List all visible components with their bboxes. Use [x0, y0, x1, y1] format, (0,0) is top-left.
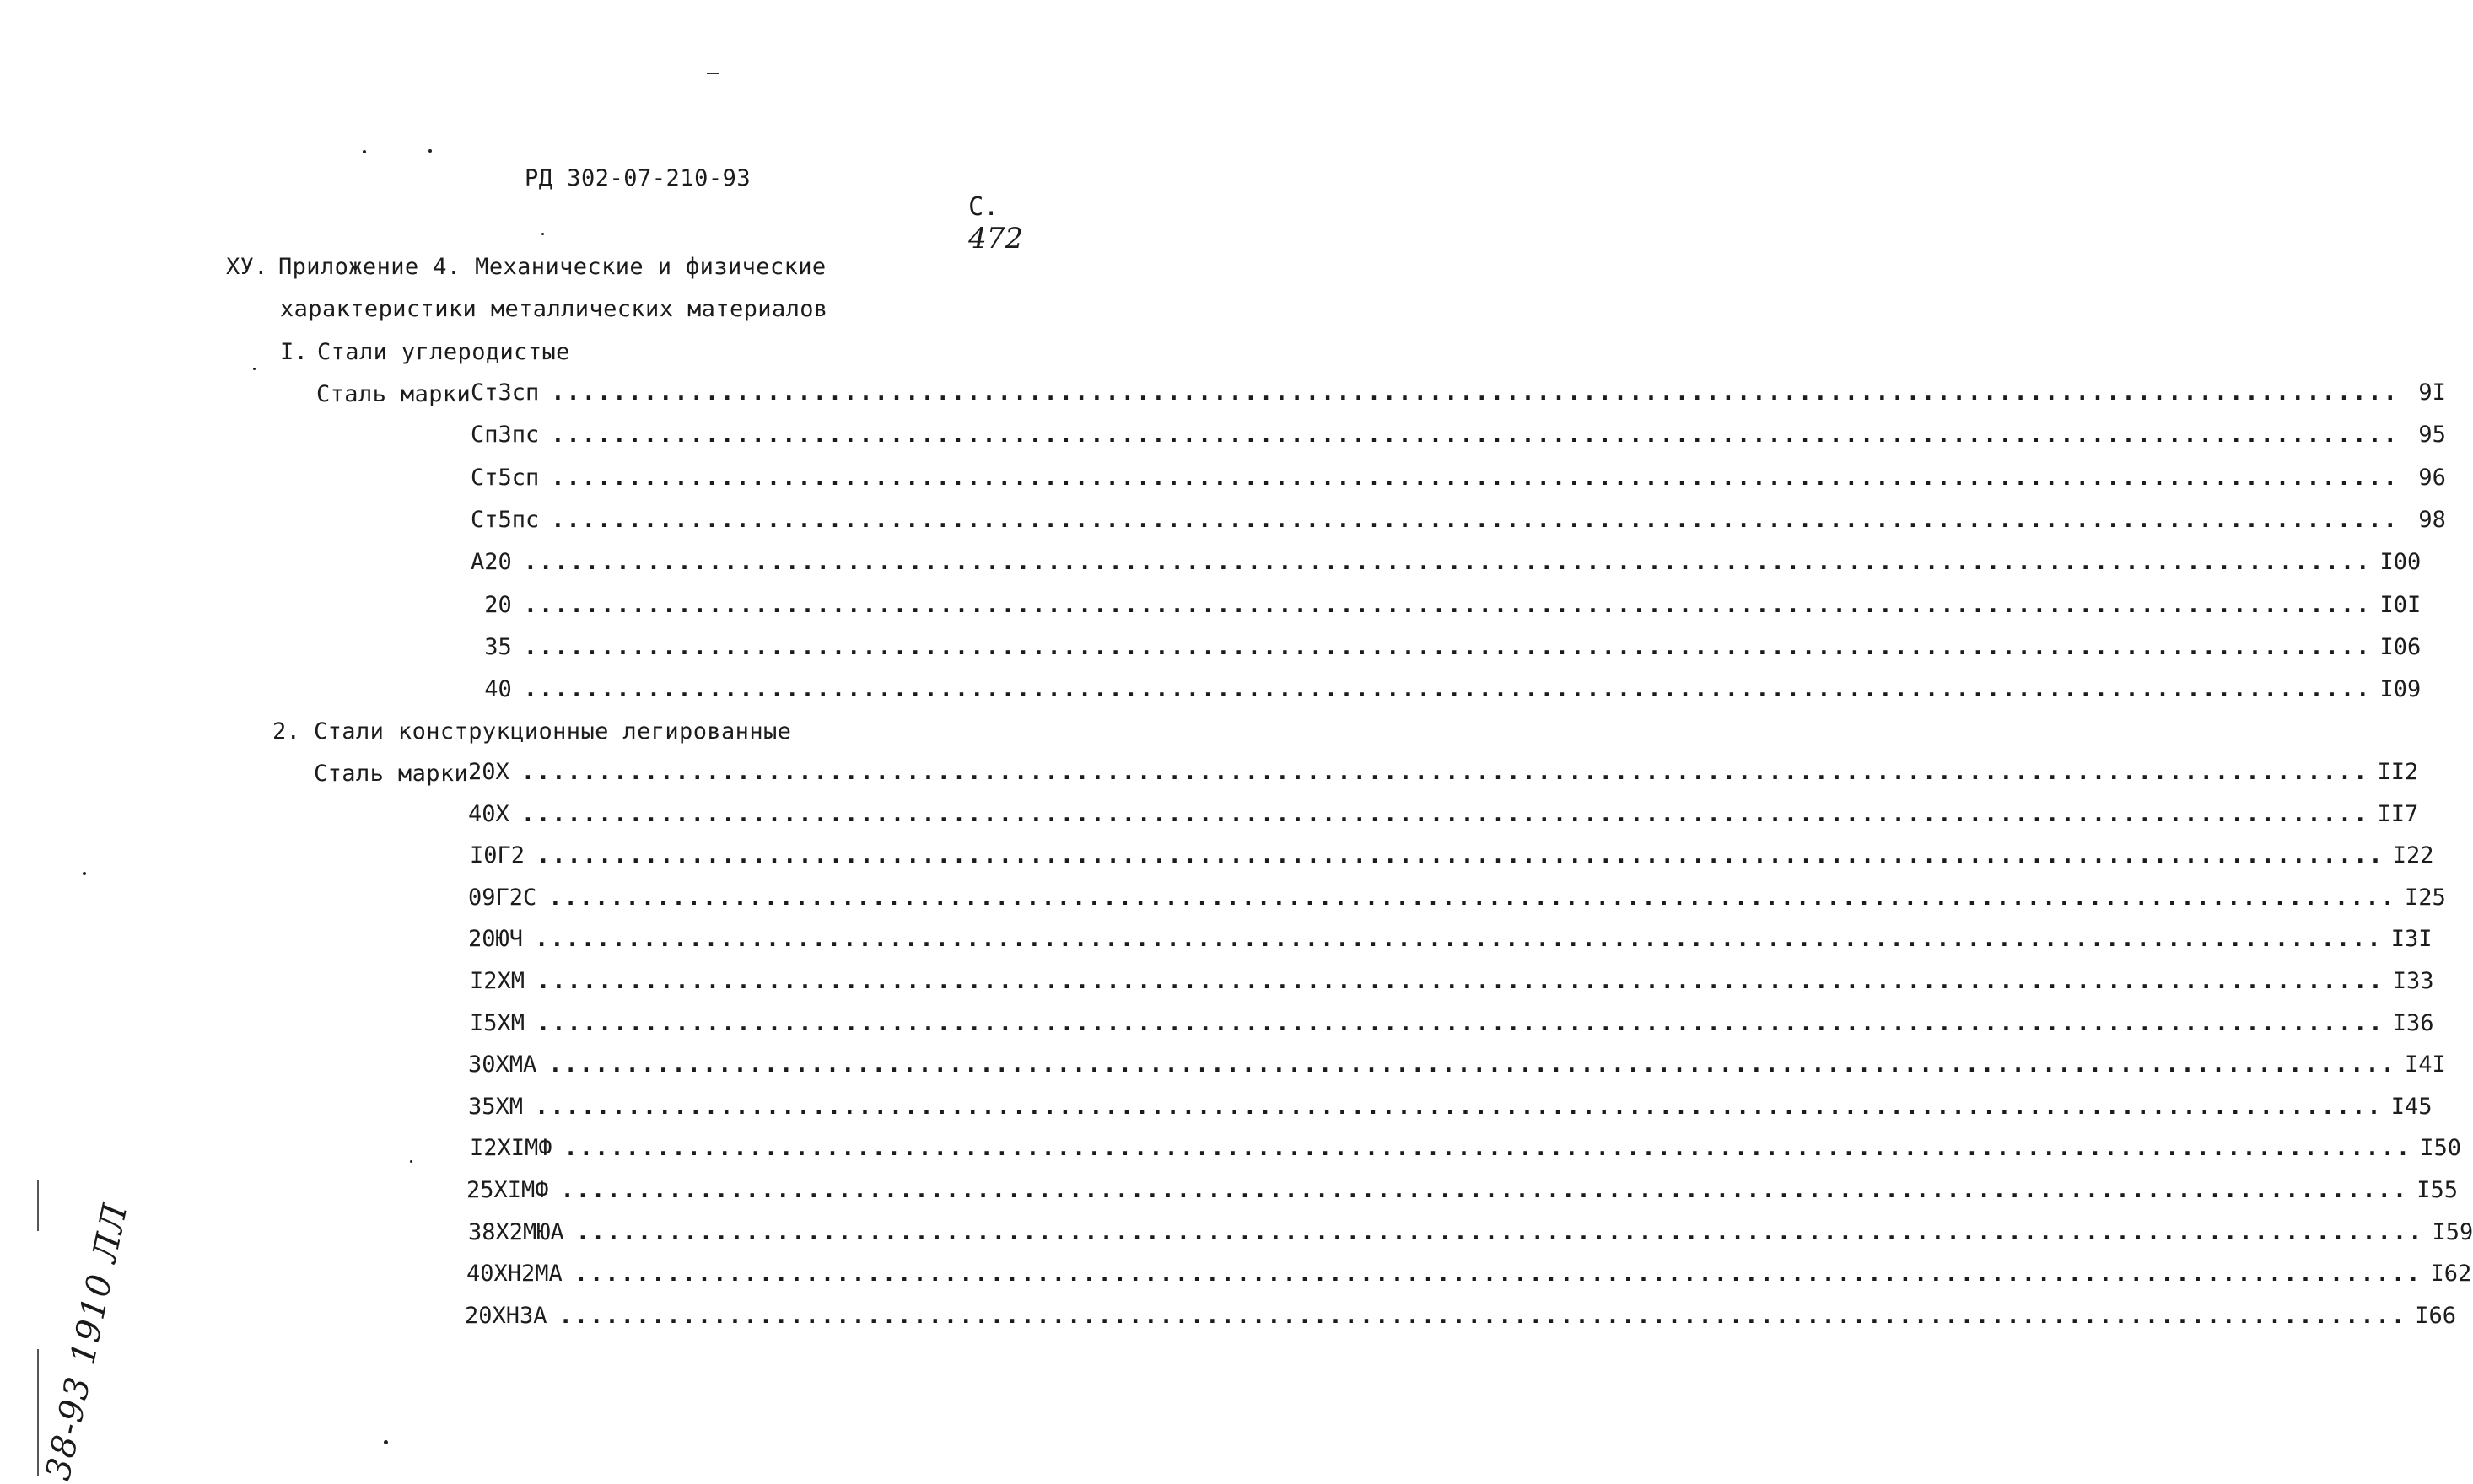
toc-entry: [471, 591, 2422, 626]
toc-entry: [468, 1218, 2473, 1253]
section2-number: 2.: [272, 718, 301, 745]
toc-entry: [470, 1009, 2434, 1044]
toc-entry: [471, 506, 2446, 540]
page-number-handwritten: 472: [968, 222, 1024, 255]
steel-grade: А20: [471, 549, 512, 576]
toc-entry: [470, 1135, 2461, 1169]
entry-page-number: I66: [2415, 1302, 2456, 1329]
scan-speck: [363, 150, 366, 153]
dot-leader: ........................................................................................................................: [551, 379, 2399, 406]
dot-leader: ........................................................................................................................: [523, 591, 2372, 618]
entry-page-number: I25: [2404, 884, 2446, 911]
entry-page-number: 96: [2418, 464, 2446, 491]
entry-page-number: I62: [2430, 1261, 2472, 1288]
section1-lead: Сталь марки: [316, 381, 471, 407]
scan-speck: [253, 368, 256, 370]
steel-grade: I0Г2: [470, 842, 525, 869]
toc-entry: [468, 800, 2419, 835]
dot-leader: ........................................................................................................................: [536, 968, 2384, 994]
steel-grade: 38Х2МЮА: [468, 1218, 564, 1245]
toc-entry: [470, 968, 2434, 1002]
document-code: РД 302-07-210-93: [525, 165, 752, 191]
dot-leader: ........................................................................................................................: [551, 422, 2399, 449]
entry-page-number: I3I: [2390, 926, 2433, 953]
toc-entry: [468, 1051, 2446, 1085]
steel-grade: Ст5сп: [471, 464, 540, 491]
section1-number: I.: [280, 339, 309, 365]
steel-grade: 30ХМА: [468, 1051, 537, 1078]
scan-speck: [428, 149, 432, 153]
section2-lead: Сталь марки: [314, 761, 469, 787]
appendix-title-line2: характеристики металлических материалов: [280, 296, 828, 322]
entry-page-number: I50: [2420, 1135, 2461, 1162]
steel-grade: 25ХIМФ: [466, 1177, 549, 1203]
steel-grade: 20ЮЧ: [468, 926, 524, 953]
dot-leader: ........................................................................................................................: [548, 1051, 2396, 1078]
page-prefix: С.: [968, 192, 999, 222]
steel-grade: I5ХМ: [470, 1009, 525, 1036]
toc-entry: [471, 422, 2446, 455]
entry-page-number: I33: [2392, 968, 2434, 994]
dot-leader: ........................................................................................................................: [551, 506, 2399, 533]
dot-leader: ........................................................................................................................: [574, 1261, 2422, 1288]
entry-page-number: I06: [2379, 633, 2422, 660]
steel-grade: 35ХМ: [468, 1093, 524, 1120]
dot-leader: ........................................................................................................................: [536, 842, 2384, 869]
scan-speck: [83, 872, 86, 875]
steel-grade: 20Х: [468, 759, 509, 785]
dot-leader: ........................................................................................................................: [523, 549, 2372, 576]
toc-entry: [468, 759, 2419, 793]
scan-speck: [410, 1160, 412, 1163]
dot-leader: ........................................................................................................................: [523, 676, 2372, 703]
steel-grade: I2ХIМФ: [470, 1135, 552, 1162]
dot-leader: ........................................................................................................................: [535, 926, 2383, 953]
entry-page-number: I55: [2416, 1177, 2458, 1203]
handwritten-margin-note: [24, 1197, 136, 1484]
toc-entry: [468, 1093, 2433, 1127]
toc-entry: [471, 464, 2446, 498]
scan-mark: [707, 73, 719, 74]
toc-entry: [468, 884, 2446, 918]
toc-entry: [465, 1302, 2456, 1336]
dot-leader: ........................................................................................................................: [520, 800, 2369, 827]
steel-grade: Ст3сп: [471, 379, 540, 406]
entry-page-number: 9I: [2418, 379, 2446, 406]
scan-speck: [541, 233, 544, 235]
toc-entry: [471, 549, 2422, 583]
entry-page-number: 95: [2418, 422, 2446, 449]
dot-leader: ........................................................................................................................: [520, 759, 2369, 785]
entry-page-number: I36: [2392, 1009, 2434, 1036]
steel-grade: 20: [471, 591, 512, 618]
entry-page-number: I00: [2379, 549, 2422, 576]
margin-note-text: 38-93 1910 ЛЛ: [39, 1199, 136, 1484]
toc-entry: [466, 1177, 2458, 1211]
steel-grade: Ст5пс: [471, 506, 540, 533]
entry-page-number: 98: [2418, 506, 2446, 533]
dot-leader: ........................................................................................................................: [523, 633, 2372, 660]
toc-entry: [471, 633, 2422, 668]
toc-entry: [471, 379, 2446, 413]
appendix-title-line1: Приложение 4. Механические и физические: [278, 254, 827, 280]
steel-grade: 40ХН2МА: [466, 1261, 563, 1288]
entry-page-number: I45: [2390, 1093, 2433, 1120]
entry-page-number: I4I: [2404, 1051, 2446, 1078]
toc-entry: [471, 676, 2422, 710]
steel-grade: 40Х: [468, 800, 509, 827]
dot-leader: ........................................................................................................................: [558, 1302, 2407, 1329]
toc-entry: [468, 926, 2433, 960]
steel-grade: 09Г2С: [468, 884, 537, 911]
steel-grade: 35: [471, 633, 512, 660]
entry-page-number: I0I: [2379, 591, 2422, 618]
dot-leader: ........................................................................................................................: [551, 464, 2399, 491]
steel-grade: I2ХМ: [470, 968, 525, 994]
entry-page-number: I22: [2392, 842, 2434, 869]
dot-leader: ........................................................................................................................: [575, 1218, 2424, 1245]
dot-leader: ........................................................................................................................: [548, 884, 2396, 911]
entry-page-number: I09: [2379, 676, 2422, 703]
scan-speck: [384, 1440, 388, 1444]
page-number: [938, 163, 1023, 255]
entry-page-number: II2: [2377, 759, 2419, 785]
entry-page-number: I59: [2432, 1218, 2473, 1245]
dot-leader: ........................................................................................................................: [560, 1177, 2409, 1203]
entry-page-number: II7: [2377, 800, 2419, 827]
appendix-roman-number: ХУ.: [226, 254, 268, 280]
toc-entry: [470, 842, 2434, 876]
steel-grade: Сп3пс: [471, 422, 540, 449]
steel-grade: 20ХН3А: [465, 1302, 547, 1329]
dot-leader: ........................................................................................................................: [536, 1009, 2384, 1036]
dot-leader: ........................................................................................................................: [535, 1093, 2383, 1120]
dot-leader: ........................................................................................................................: [563, 1135, 2412, 1162]
section1-title: Стали углеродистые: [317, 339, 570, 365]
section2-title: Стали конструкционные легированные: [314, 718, 792, 745]
toc-entry: [466, 1261, 2472, 1294]
steel-grade: 40: [471, 676, 512, 703]
